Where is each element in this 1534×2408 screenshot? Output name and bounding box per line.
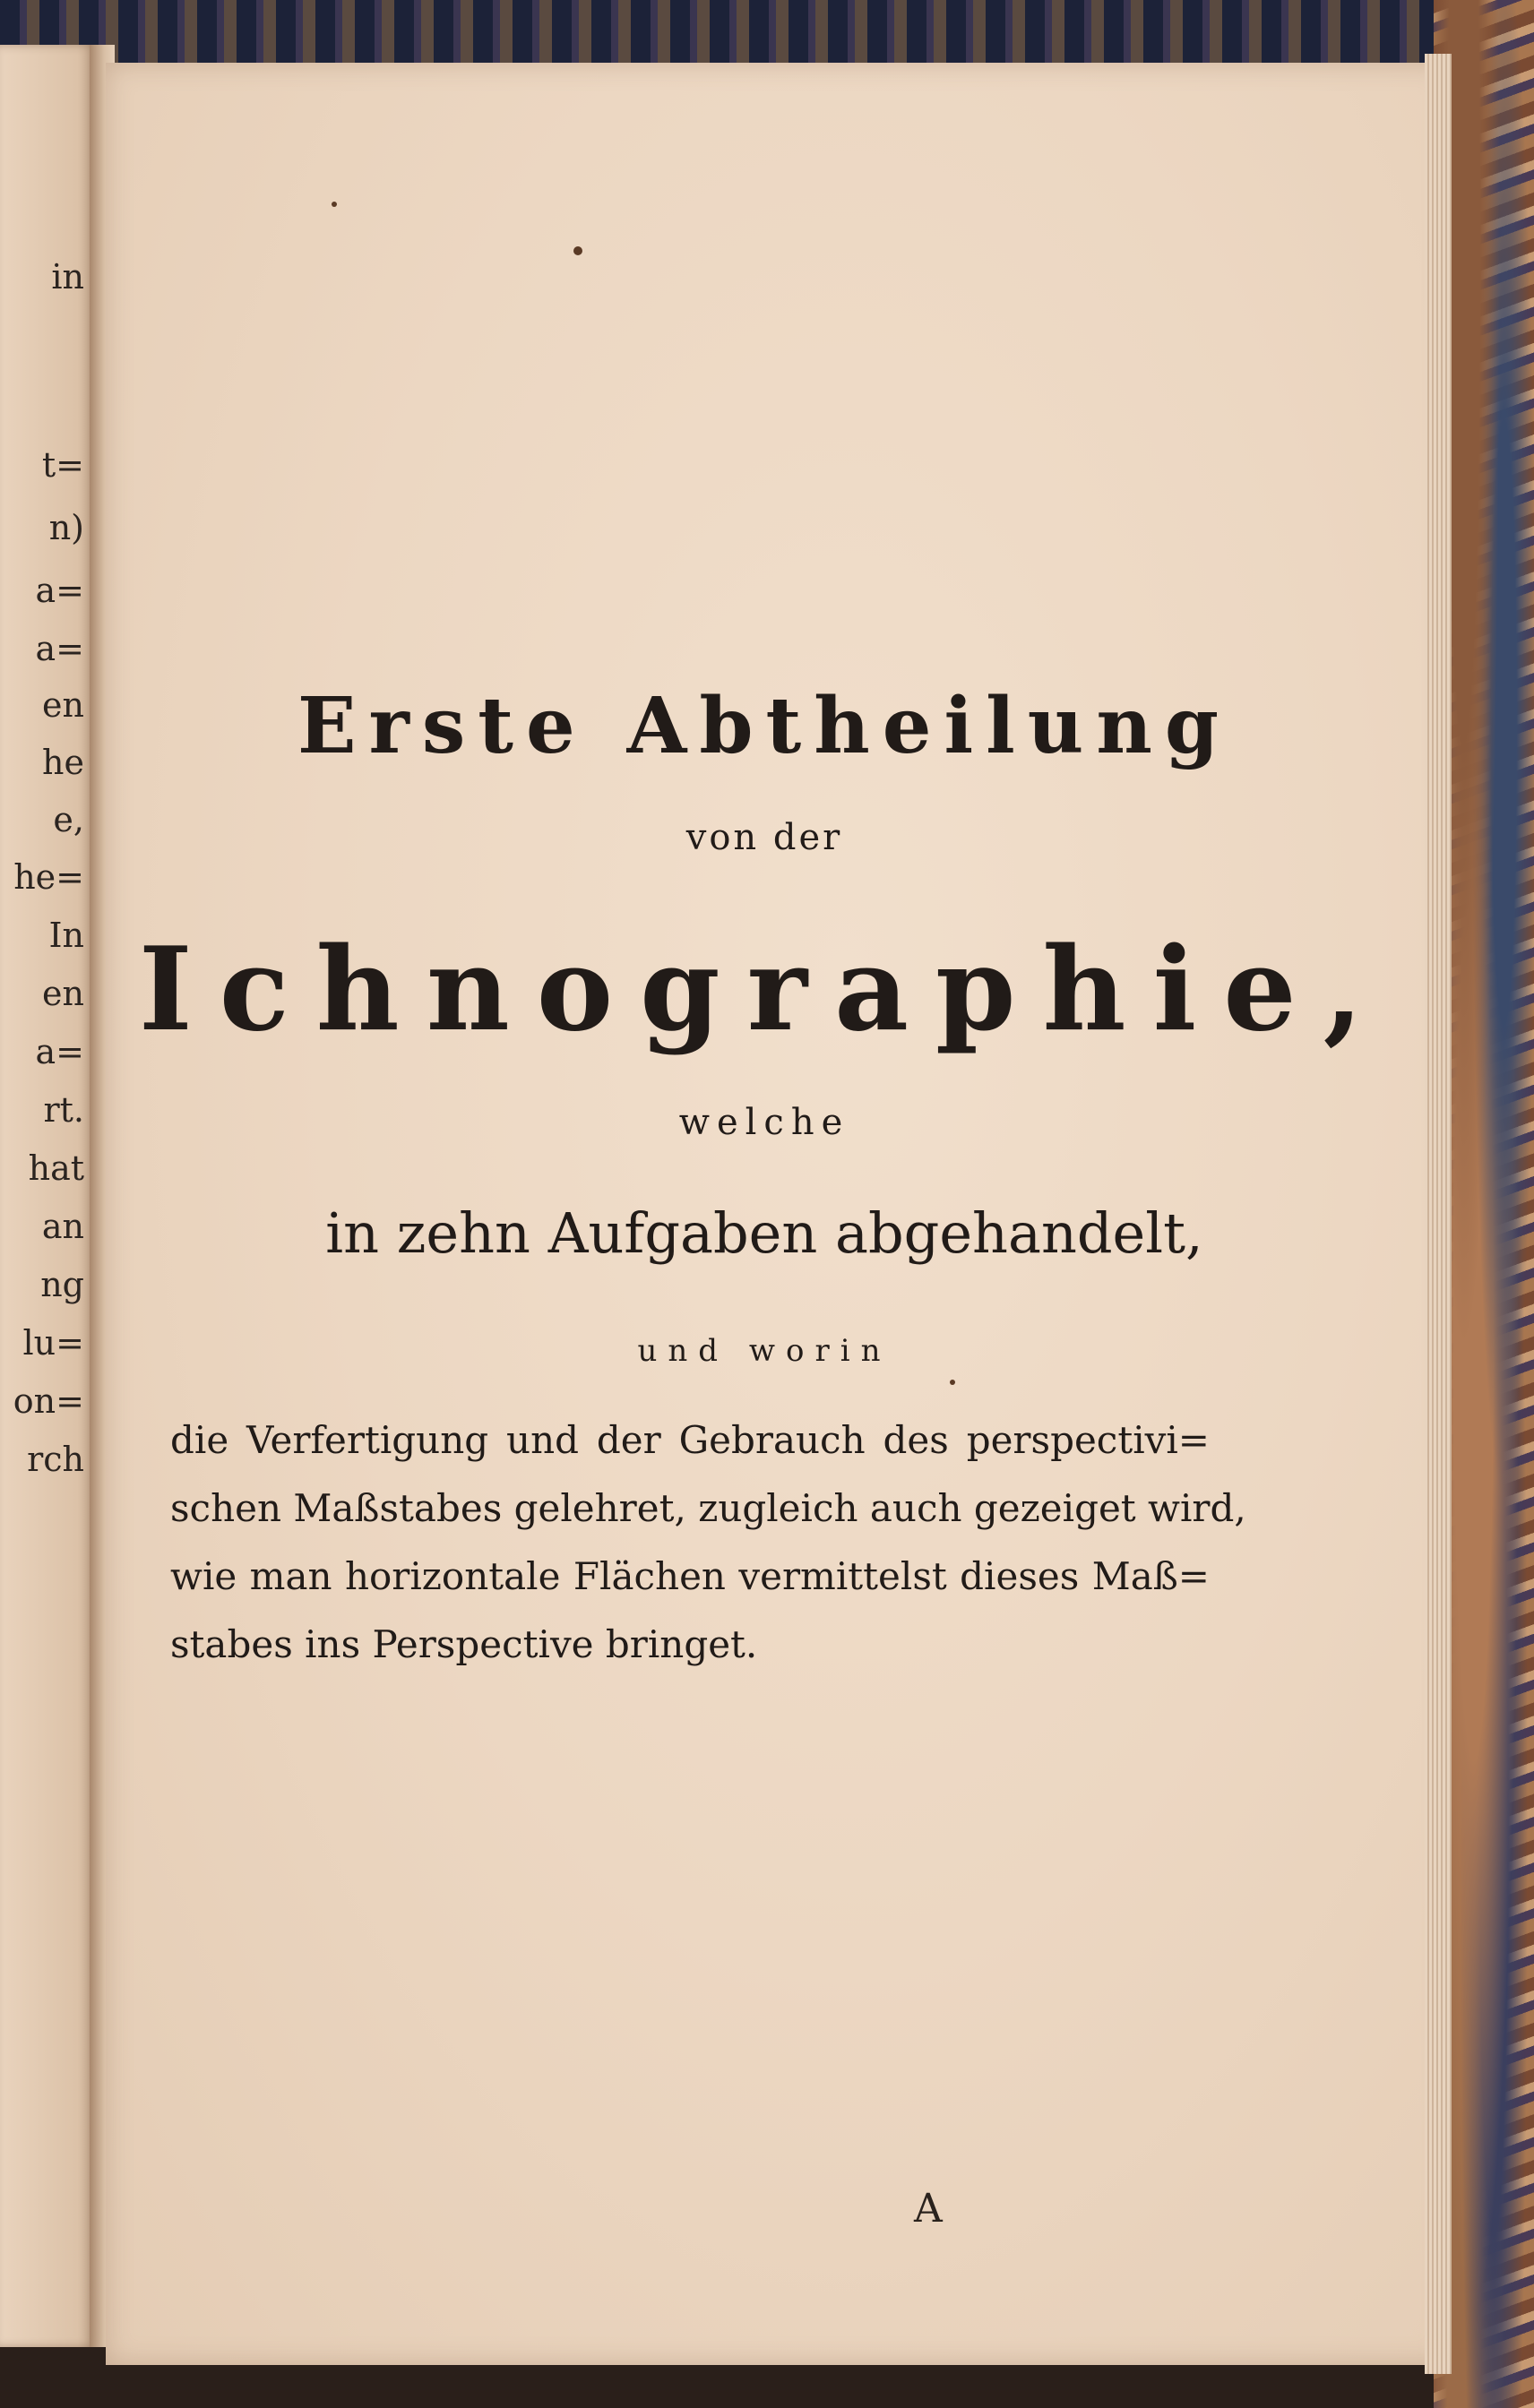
paper-speck [332, 202, 337, 207]
left-fragment: a= [35, 1032, 84, 1071]
page-stack-edge [1425, 54, 1452, 2374]
left-fragment: t= [41, 445, 84, 485]
signature-mark: A [914, 2186, 943, 2232]
left-fragment: on= [13, 1381, 84, 1421]
book-cover-top [0, 0, 1534, 63]
left-fragment: rt. [43, 1090, 84, 1130]
subtitle-welche: welche [678, 1102, 850, 1143]
description-line: wie man horizontale Flächen vermittelst dieses Maß= [170, 1554, 1210, 1598]
left-fragment: he= [13, 857, 84, 897]
left-fragment: In [48, 916, 84, 955]
description-line: schen Maßstabes gelehret, zugleich auch gezeiget wird, [170, 1486, 1246, 1530]
left-fragment: lu= [22, 1323, 84, 1363]
left-fragment: a= [35, 629, 84, 668]
main-title: Ichnographie, [138, 923, 1391, 1057]
left-fragment: ng [40, 1265, 84, 1304]
description-line: stabes ins Perspective bringet. [170, 1622, 758, 1666]
subtitle-aufgaben: in zehn Aufgaben abgehandelt, [325, 1200, 1203, 1266]
left-fragment: e, [53, 800, 84, 839]
left-fragment: he [42, 743, 84, 782]
left-fragment: n) [48, 508, 84, 547]
left-fragment: en [42, 974, 84, 1013]
description-line: die Verfertigung und der Gebrauch des perspectivi= [170, 1418, 1210, 1462]
left-fragment: an [41, 1207, 84, 1246]
description-paragraph [170, 1406, 1246, 1679]
left-fragment: in [51, 257, 84, 297]
left-fragment: en [42, 685, 84, 725]
left-fragment: a= [35, 571, 84, 610]
subtitle-von-der: von der [685, 817, 843, 858]
left-page [0, 45, 97, 2347]
left-fragment: hat [28, 1148, 84, 1188]
left-fragment: rch [27, 1440, 84, 1479]
paper-speck [950, 1380, 955, 1385]
paper-speck [573, 246, 582, 255]
section-title: Erste Abtheilung [297, 681, 1231, 771]
subtitle-und-worin: und worin [637, 1333, 892, 1369]
